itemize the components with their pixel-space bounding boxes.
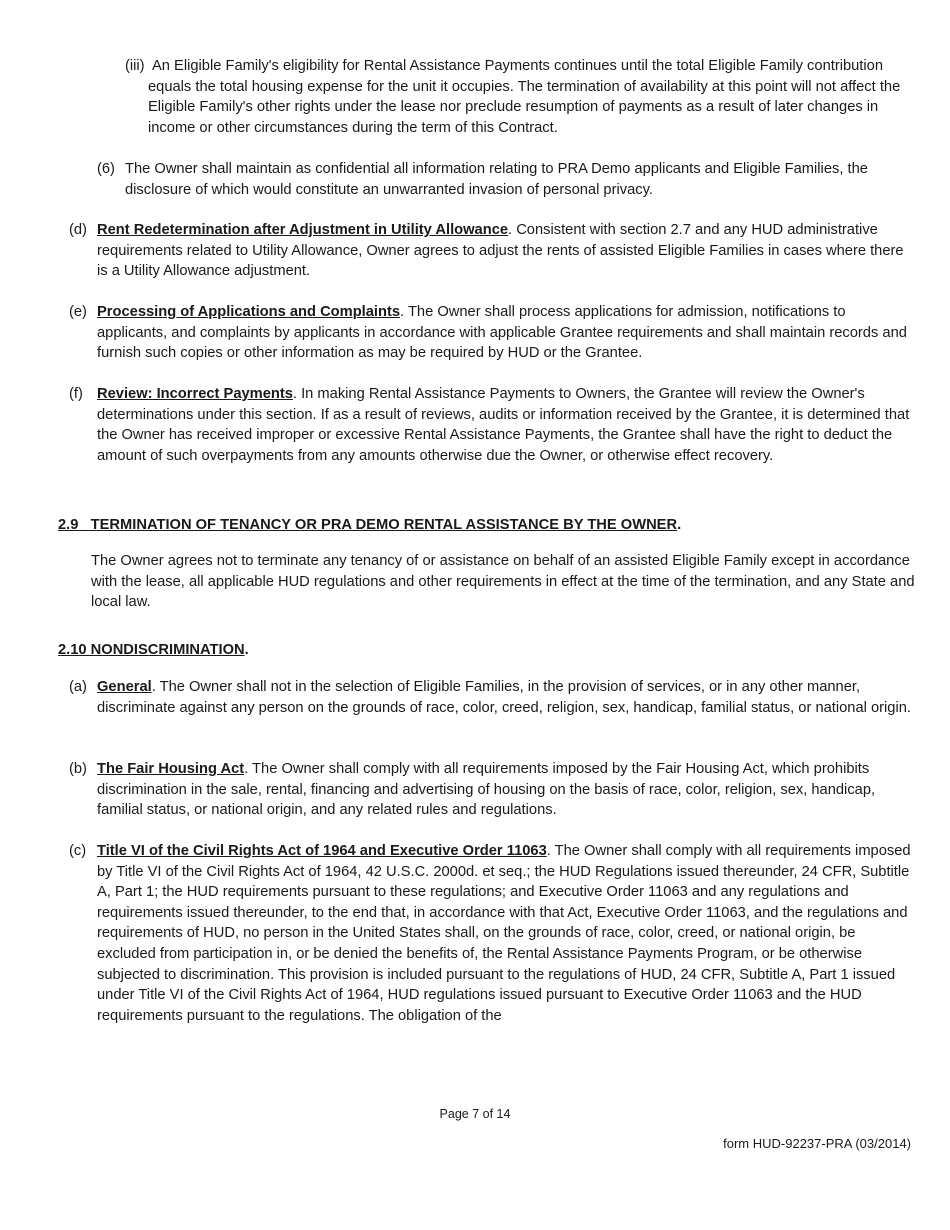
paragraph-number: (e) <box>69 304 87 320</box>
paragraph-text: . In making Rental Assistance Payments to Owners, the Grantee will review the Owner's determinations under this section. If as a result of reviews, audits or information received by the Grantee, it is determined that the Owner has received improper or excessive Rental Assistance Payments, the Grantee shall have the right to deduct the amount of such overpayments from any amounts otherwise due the Owner, or otherwise effect recovery. <box>97 386 910 464</box>
section-heading-period: . <box>244 642 249 658</box>
section-2-10-heading <box>58 640 918 661</box>
paragraph-b <box>69 759 915 821</box>
section-2-9-body: The Owner agrees not to terminate any tenancy of or assistance on behalf of an assisted Eligible Family except in accordance with the lease, all applicable HUD regulations and other requirements in effect at the time of the termination, and any State and local law. <box>91 553 915 611</box>
paragraph-number: (c) <box>69 843 87 859</box>
paragraph-number: (a) <box>69 679 87 695</box>
paragraph-text: . The Owner shall comply with all requirements imposed by the Fair Housing Act, which prohibits discrimination in the sale, rental, financing and advertising of housing on the basis of race, color, religion, sex, handicap, familial status, or national origin, and any related rules and regulations. <box>97 761 876 819</box>
paragraph-c <box>69 841 915 1026</box>
paragraph-number: (f) <box>69 386 83 402</box>
paragraph-text: . The Owner shall not in the selection of Eligible Families, in the provision of services, or in any other manner, discriminate against any person on the grounds of race, color, creed, religion, sex, handicap, familial status, or national origin. <box>97 679 911 716</box>
paragraph-f <box>69 384 915 466</box>
paragraph-text: . Consistent with section 2.7 and any HUD administrative requirements related to Utility Allowance, Owner agrees to adjust the rents of assisted Eligible Families in cases where there is a Utility Allowance adjustment. <box>97 222 904 280</box>
subparagraph-text: The Owner shall maintain as confidential all information relating to PRA Demo applicants and Eligible Families, the disclosure of which would constitute an unwarranted invasion of personal privacy. <box>125 161 868 198</box>
paragraph-text: . The Owner shall comply with all requirements imposed by Title VI of the Civil Rights Act of 1964, 42 U.S.C. 2000d. et seq.; the HUD Regulations issued thereunder, 24 CFR, Subtitle A, Part 1; the HUD requirements pursuant to these regulations; and Executive Order 11063 and any regulations and requirements issued thereunder, to the end that, in accordance with that Act, Executive Order 11063, and the regulations and requirements of HUD, no person in the United States shall, on the grounds of race, color, creed, or national origin, be excluded from participation in, or be denied the benefits of, the Rental Assistance Payments Program, or be otherwise subjected to discrimination. This provision is included pursuant to the regulations of HUD, 24 CFR, Subtitle A, Part 1 issued under Title VI of the Civil Rights Act of 1964, HUD regulations issued pursuant to Executive Order 11063 and the HUD requirements pursuant to the regulations. The obligation of the <box>97 843 911 1024</box>
paragraph-title: Processing of Applications and Complaints <box>97 304 401 320</box>
section-heading-period: . <box>677 517 682 533</box>
subparagraph-number: (iii) <box>125 58 145 74</box>
subparagraph-iii <box>125 56 914 138</box>
paragraph-text: . The Owner shall process applications for admission, notifications to applicants, and complaints by applicants in accordance with applicable Grantee requirements and shall maintain records and furnish such copies or other information as may be required by HUD or the Grantee. <box>97 304 907 362</box>
section-2-9-heading <box>58 515 918 536</box>
subparagraph-6 <box>97 159 915 200</box>
paragraph-title: Review: Incorrect Payments <box>97 386 293 402</box>
subparagraph-text: An Eligible Family's eligibility for Rental Assistance Payments continues until the total Eligible Family contribution equals the total housing expense for the unit it occupies. The termination of availability at this point will not affect the Eligible Family's other rights under the lease nor preclude resumption of payments as a result of later changes in income or other circumstances during the term of this Contract. <box>148 58 901 136</box>
section-heading-text: 2.9 TERMINATION OF TENANCY OR PRA DEMO RENTAL ASSISTANCE BY THE OWNER <box>58 517 678 533</box>
paragraph-title: General <box>97 679 152 695</box>
section-heading-text: 2.10 NONDISCRIMINATION <box>58 642 245 658</box>
form-identifier: form HUD-92237-PRA (03/2014) <box>723 1136 911 1151</box>
paragraph-a <box>69 677 915 718</box>
subparagraph-number: (6) <box>97 161 115 177</box>
paragraph-title: The Fair Housing Act <box>97 761 245 777</box>
paragraph-title: Rent Redetermination after Adjustment in Utility Allowance <box>97 222 509 238</box>
paragraph-title: Title VI of the Civil Rights Act of 1964 and Executive Order 11063 <box>97 843 547 859</box>
paragraph-d <box>69 220 915 282</box>
paragraph-number: (b) <box>69 761 87 777</box>
page-number: Page 7 of 14 <box>439 1107 511 1121</box>
paragraph-number: (d) <box>69 222 87 238</box>
paragraph-e <box>69 302 915 364</box>
